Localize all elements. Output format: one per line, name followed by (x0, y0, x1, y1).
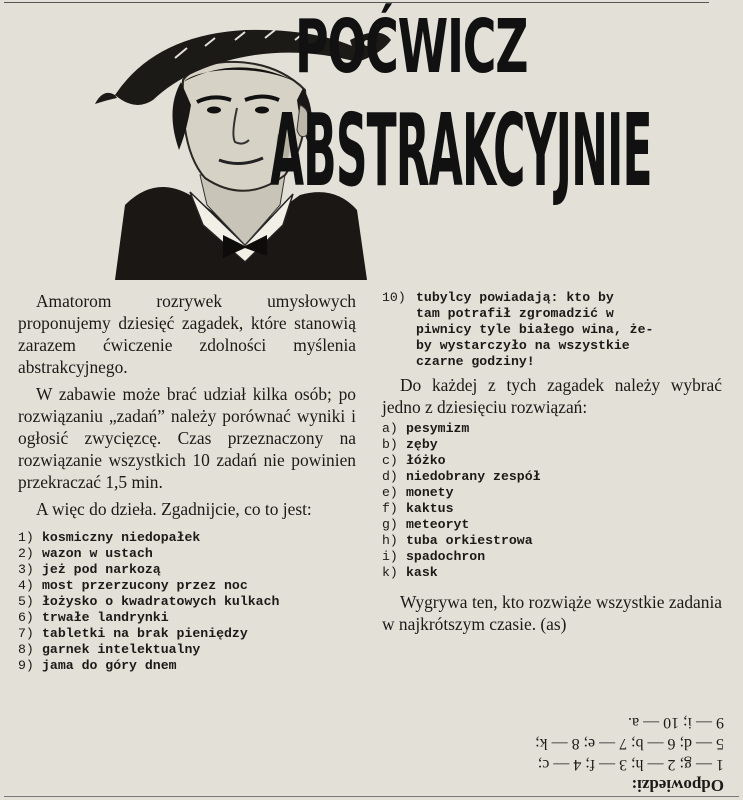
solutions-block (535, 706, 730, 796)
title-line-1: POĆWICZ (295, 4, 528, 90)
riddle-item: 7) tabletki na brak pieniędzy (18, 626, 248, 641)
answer-list (382, 421, 722, 581)
riddle-item: 9) jama do góry dnem (18, 658, 177, 673)
answer-item: i) spadochron (382, 549, 486, 564)
right-column (382, 290, 722, 635)
riddle-item: 2) wazon w ustach (18, 546, 153, 561)
solutions-line-2: 5 — d; 6 — b; 7 — e; 8 — k; (535, 735, 724, 752)
riddle-item: 4) most przerzucony przez noc (18, 578, 248, 593)
title-line-2: ABSTRAKCYJNIE (270, 92, 652, 209)
answer-item: g) meteoryt (382, 517, 470, 532)
answer-item: k) kask (382, 565, 438, 580)
answer-item: d) niedobrany zespół (382, 469, 541, 484)
answer-item: e) monety (382, 485, 454, 500)
riddle-item: 5) łożysko o kwadratowych kulkach (18, 594, 280, 609)
intro-paragraph-2: W zabawie może brać udział kilka osób; po rozwiązaniu „zadań” należy porównać wyniki i ogłosić zwycięzcę. Czas przeznaczony na rozwiązanie wszystkich 10 zadań nie powinien przekraczać 1,5 min. (18, 384, 356, 492)
solutions-line-3: 9 — i; 10 — a. (628, 714, 724, 731)
riddle-10: 10) tubylcy powiadają: kto by tam potrafił zgromadzić w piwnicy tyle białego wina, że- by wystarczyło na wszystkie czarne godziny! (382, 290, 654, 369)
riddle-item: 3) jeż pod narkozą (18, 562, 161, 577)
answer-item: c) łóżko (382, 453, 446, 468)
answer-item: f) kaktus (382, 501, 454, 516)
choose-instruction: Do każdej z tych zagadek należy wybrać jedno z dziesięciu rozwiązań: (382, 375, 722, 417)
answer-item: h) tuba orkiestrowa (382, 533, 533, 548)
intro-paragraph-1: Amatorom rozrywek umysłowych proponujemy dziesięć zagadek, które stanowią zarazem ćwiczenie zdolności myślenia abstrakcyjnego. (18, 291, 356, 377)
riddle-item: 8) garnek intelektualny (18, 642, 201, 657)
outro-paragraph: Wygrywa ten, kto rozwiąże wszystkie zadania w najkrótszym czasie. (as) (382, 592, 722, 634)
bottom-rule (4, 796, 739, 797)
riddle-item: 6) trwałe landrynki (18, 610, 169, 625)
riddle-list (18, 530, 356, 674)
solutions-title: Odpowiedzi: (631, 776, 724, 795)
answer-item: b) zęby (382, 437, 438, 452)
intro-paragraph-3: A więc do dzieła. Zgadnijcie, co to jest: (36, 499, 312, 519)
left-column (18, 290, 356, 674)
answer-item: a) pesymizm (382, 421, 470, 436)
solutions-line-1: 1 — g; 2 — h; 3 — f; 4 — c; (537, 756, 724, 773)
riddle-item: 1) kosmiczny niedopałek (18, 530, 201, 545)
